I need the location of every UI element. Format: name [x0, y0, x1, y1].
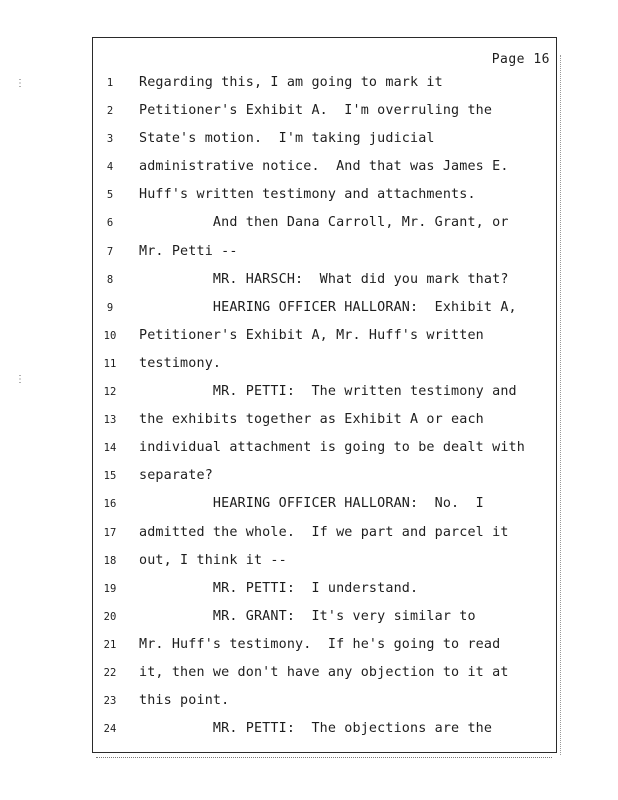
- transcript-line: out, I think it --: [139, 552, 287, 568]
- bottom-rule: [96, 757, 552, 758]
- transcript-line: the exhibits together as Exhibit A or each: [139, 412, 484, 428]
- line-number: 23: [103, 695, 117, 708]
- line-number: 20: [103, 610, 117, 623]
- line-number: 18: [103, 554, 117, 567]
- line-number: 14: [103, 442, 117, 455]
- transcript-line: it, then we don't have any objection to it at: [139, 664, 509, 680]
- transcript-line: Mr. Petti --: [139, 243, 238, 259]
- line-number: 8: [106, 273, 114, 286]
- transcript-line: Petitioner's Exhibit A. I'm overruling the: [139, 103, 493, 119]
- line-number: 22: [103, 666, 117, 679]
- transcript-line: separate?: [139, 468, 213, 484]
- line-number: 11: [103, 357, 117, 370]
- line-number: 3: [106, 133, 114, 146]
- transcript-line: this point.: [139, 693, 230, 709]
- line-number: 12: [103, 386, 117, 399]
- transcript-line: MR. PETTI: I understand.: [139, 580, 419, 596]
- page-number: Page 16: [491, 52, 550, 67]
- line-number: 6: [106, 217, 114, 230]
- transcript-line: MR. PETTI: The objections are the: [139, 721, 493, 737]
- line-number: 16: [103, 498, 117, 511]
- right-edge-artifact: [560, 55, 566, 755]
- transcript-line: And then Dana Carroll, Mr. Grant, or: [139, 215, 509, 231]
- left-margin-mark: ⋮: [15, 78, 25, 89]
- transcript-line: State's motion. I'm taking judicial: [139, 131, 435, 147]
- left-margin-mark: ⋮: [15, 374, 25, 385]
- transcript-line: MR. HARSCH: What did you mark that?: [139, 271, 509, 287]
- line-number: 13: [103, 414, 117, 427]
- transcript-line: HEARING OFFICER HALLORAN: Exhibit A,: [139, 299, 517, 315]
- transcript-line: Petitioner's Exhibit A, Mr. Huff's written: [139, 327, 484, 343]
- transcript-line: administrative notice. And that was James E.: [139, 159, 509, 175]
- line-number: 9: [106, 301, 114, 314]
- transcript-line: MR. GRANT: It's very similar to: [139, 608, 476, 624]
- transcript-line: MR. PETTI: The written testimony and: [139, 384, 517, 400]
- line-number: 21: [103, 638, 117, 651]
- transcript-line: individual attachment is going to be dealt with: [139, 440, 525, 456]
- line-number: 5: [106, 189, 114, 202]
- line-number: 10: [103, 329, 117, 342]
- line-number: 4: [106, 161, 114, 174]
- transcript-line: Huff's written testimony and attachments.: [139, 187, 476, 203]
- transcript-line: admitted the whole. If we part and parcel it: [139, 524, 509, 540]
- transcript-line: HEARING OFFICER HALLORAN: No. I: [139, 496, 484, 512]
- transcript-line: Regarding this, I am going to mark it: [139, 75, 443, 90]
- line-number: 15: [103, 470, 117, 483]
- page-frame: [92, 37, 557, 753]
- line-number: 24: [103, 723, 117, 736]
- line-number: 19: [103, 582, 117, 595]
- line-number: 7: [106, 245, 114, 258]
- line-number: 17: [103, 526, 117, 539]
- transcript-line: Mr. Huff's testimony. If he's going to read: [139, 636, 501, 652]
- transcript-line: testimony.: [139, 355, 222, 371]
- line-number: 2: [106, 105, 114, 118]
- transcript-lines: [139, 74, 551, 748]
- line-number: 1: [106, 77, 114, 89]
- line-numbers: [93, 74, 127, 748]
